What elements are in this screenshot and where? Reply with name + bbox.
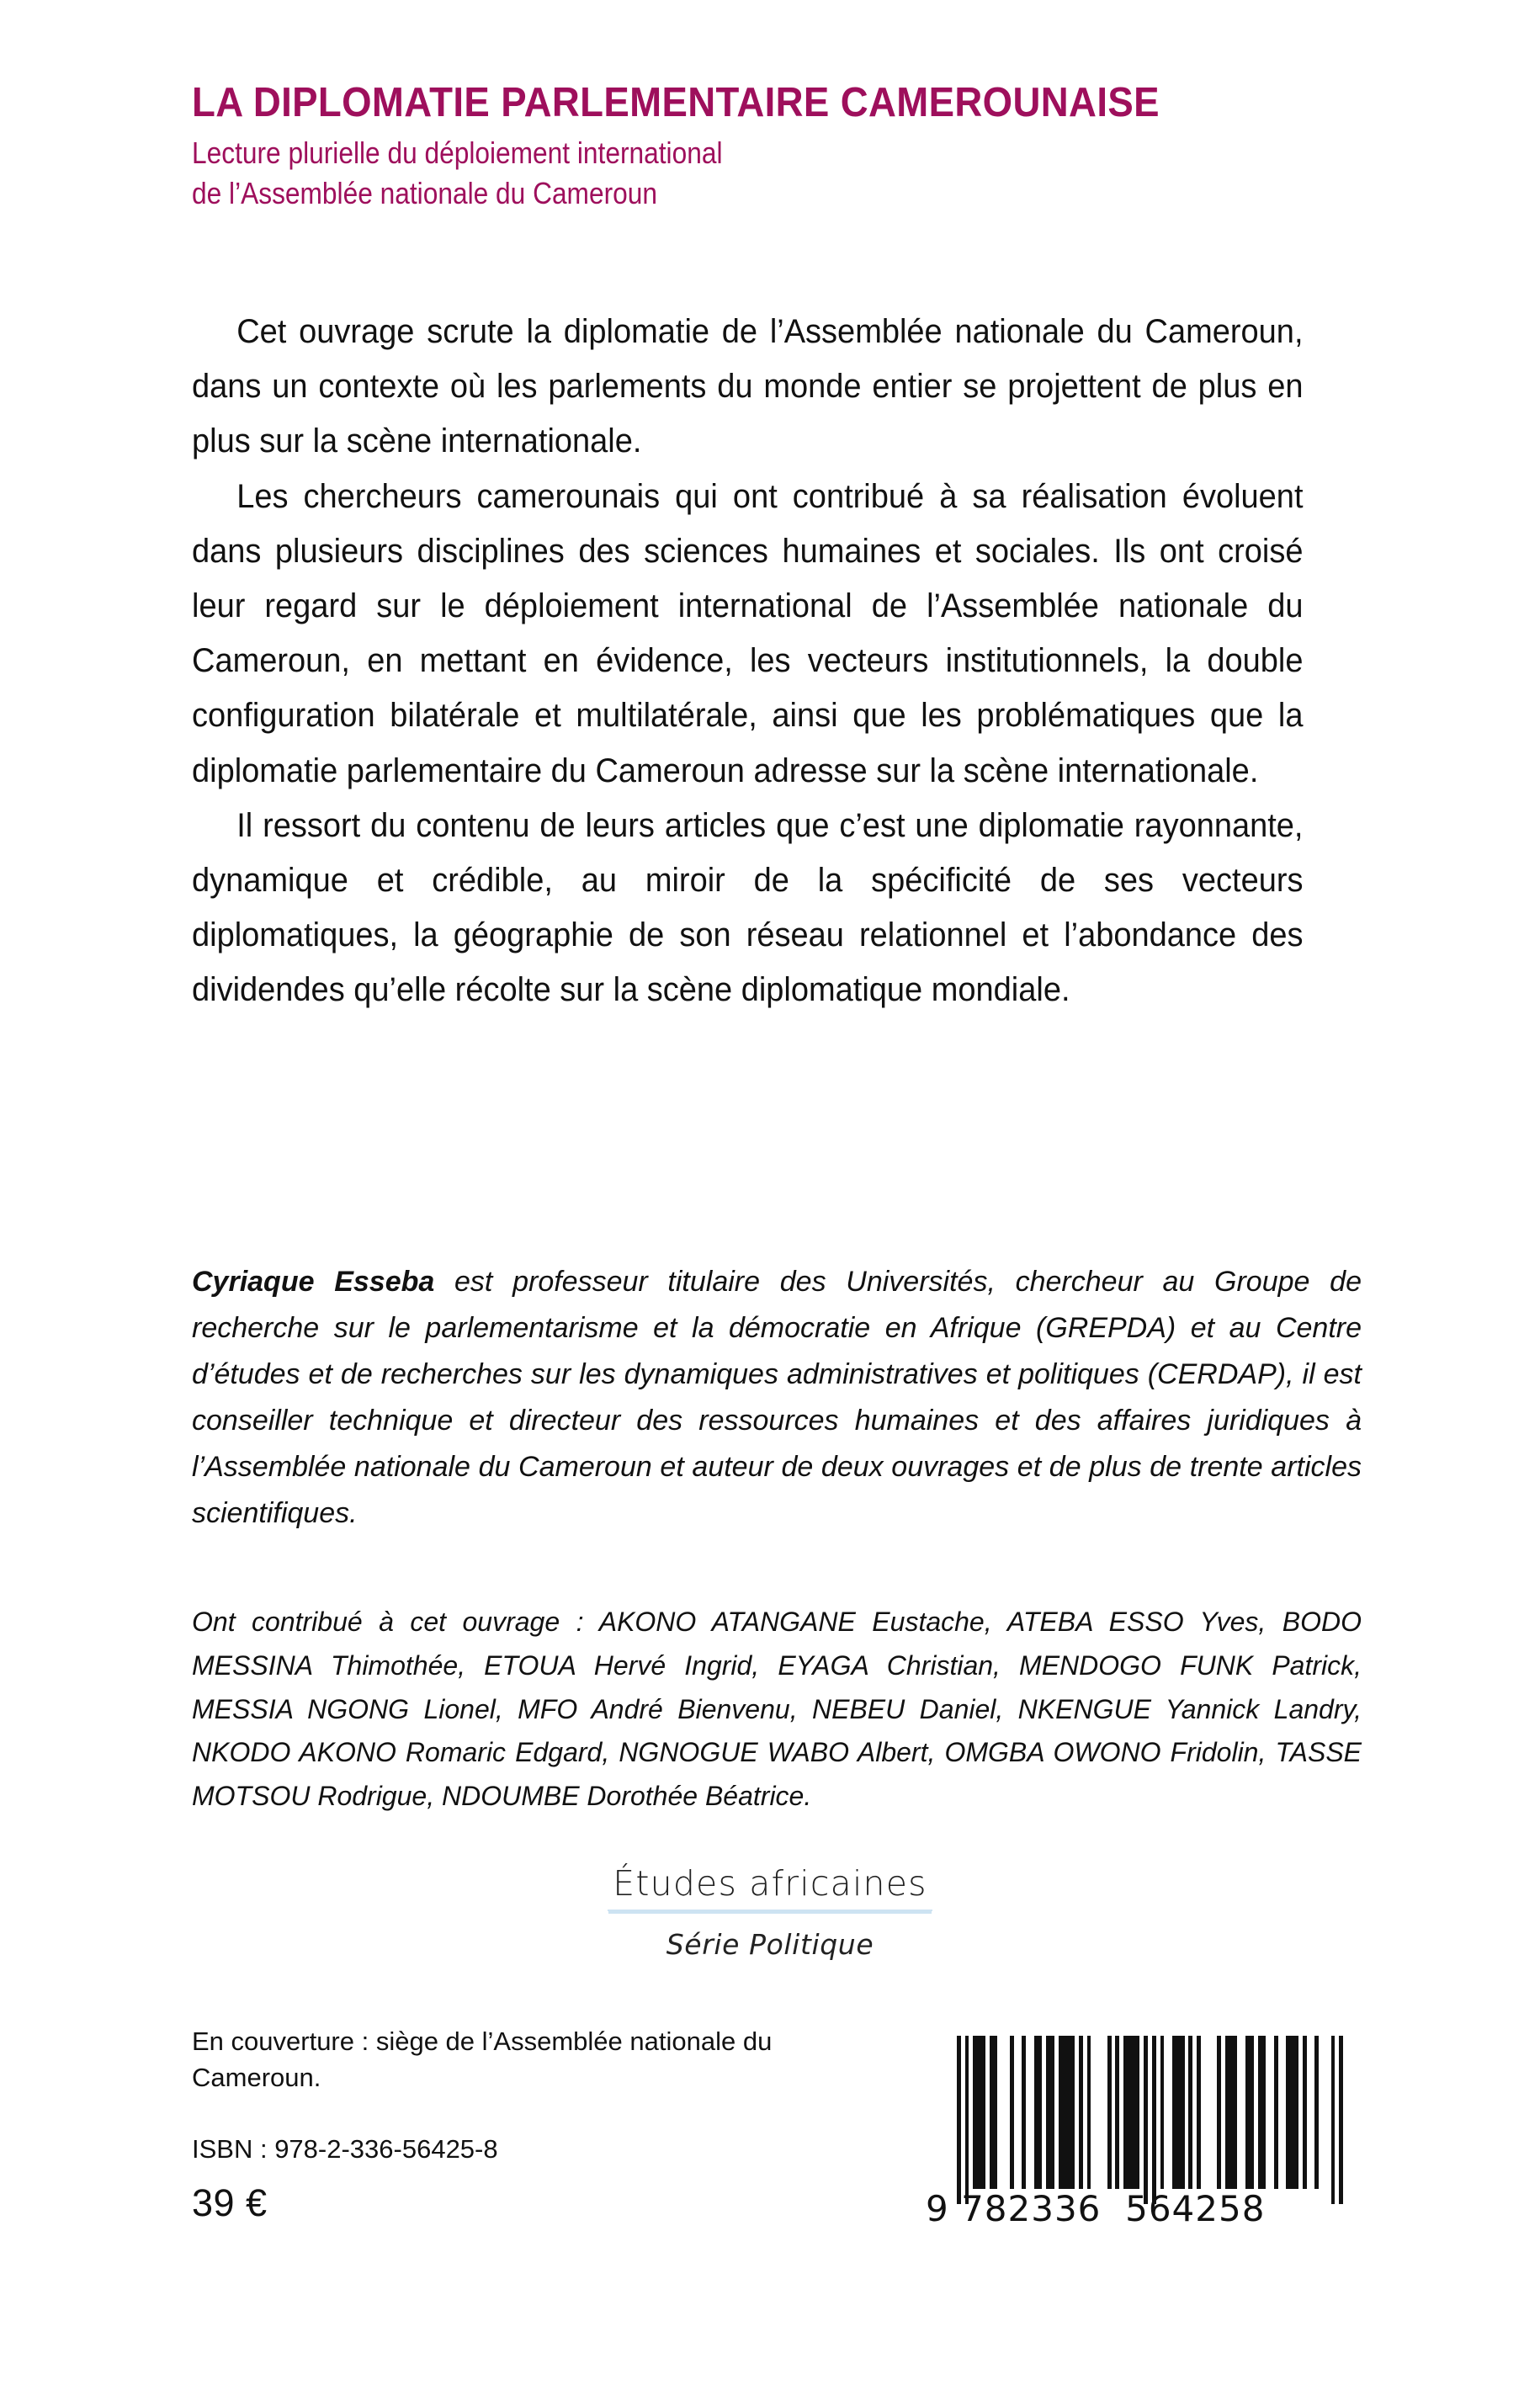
barcode-human-readable-digits: 9 782336 564258 [926, 2188, 1266, 2229]
blurb-paragraph-1: Cet ouvrage scrute la diplomatie de l’Assemblée nationale du Cameroun, dans un contexte où les parlements du monde entier se projettent de plus en plus sur la scène internationale. [192, 313, 1304, 460]
price: 39 € [192, 2181, 268, 2225]
blurb-paragraph-3: Il ressort du contenu de leurs articles que c’est une diplomatie rayonnante, dynamique et crédible, au miroir de la spécificité de ses vecteurs diplomatiques, la géographie de son réseau relationnel et l’abondance des dividendes qu’elle récolte sur la scène diplomatique mondiale. [192, 806, 1304, 1009]
contributors-list [192, 1601, 1362, 1819]
cover-credit: En couverture : siège de l’Assemblée nationale du Cameroun. [192, 2026, 773, 2092]
title-block [192, 81, 1370, 214]
barcode-ean13 [957, 2036, 1343, 2204]
footer-left [192, 2024, 890, 2229]
book-subtitle-line-1: Lecture plurielle du déploiement international [192, 135, 723, 170]
isbn: ISBN : 978-2-336-56425-8 [192, 2133, 498, 2164]
collection-name: Études africaines [608, 1865, 932, 1911]
author-biography-text: est professeur titulaire des Universités, chercheur au Groupe de recherche sur le parlementarisme et la démocratie en Afrique (GREPDA) et au Centre d’études et de recherches sur les dynamiques administratives et politiques (CERDAP), il est conseiller technique et directeur des ressources humaines et des affaires juridiques à l’Assemblée nationale du Cameroun et auteur de deux ouvrages et de plus de trente articles scientifiques. [192, 1266, 1362, 1530]
barcode-bars [957, 2036, 1343, 2204]
book-subtitle-line-2: de l’Assemblée nationale du Cameroun [192, 175, 657, 210]
collection-series: Série Politique [666, 1927, 874, 1961]
book-title: LA DIPLOMATIE PARLEMENTAIRE CAMEROUNAISE [192, 80, 1160, 125]
author-biography [192, 1259, 1362, 1537]
author-name: Cyriaque Esseba [192, 1266, 435, 1298]
contributors-text: Ont contribué à cet ouvrage : AKONO ATANGANE Eustache, ATEBA ESSO Yves, BODO MESSINA Thimothée, ETOUA Hervé Ingrid, EYAGA Christian, MENDOGO FUNK Patrick, MESSIA NGONG Lionel, MFO André Bienvenu, NEBEU Daniel, NKENGUE Yannick Landry, NKODO AKONO Romaric Edgard, NGNOGUE WABO Albert, OMGBA OWONO Fridolin, TASSE MOTSOU Rodrigue, NDOUMBE Dorothée Béatrice. [192, 1607, 1362, 1812]
blurb-text [192, 305, 1362, 1017]
collection-block [0, 1865, 1540, 1961]
author-biography-paragraph [192, 1259, 1362, 1537]
blurb-paragraph-2: Les chercheurs camerounais qui ont contribué à sa réalisation évoluent dans plusieurs disciplines des sciences humaines et sociales. Ils ont croisé leur regard sur le déploiement international de l’Assemblée nationale du Cameroun, en mettant en évidence, les vecteurs institutionnels, la double configuration bilatérale et multilatérale, ainsi que les problématiques que la diplomatie parlementaire du Cameroun adresse sur la scène internationale. [192, 477, 1304, 789]
